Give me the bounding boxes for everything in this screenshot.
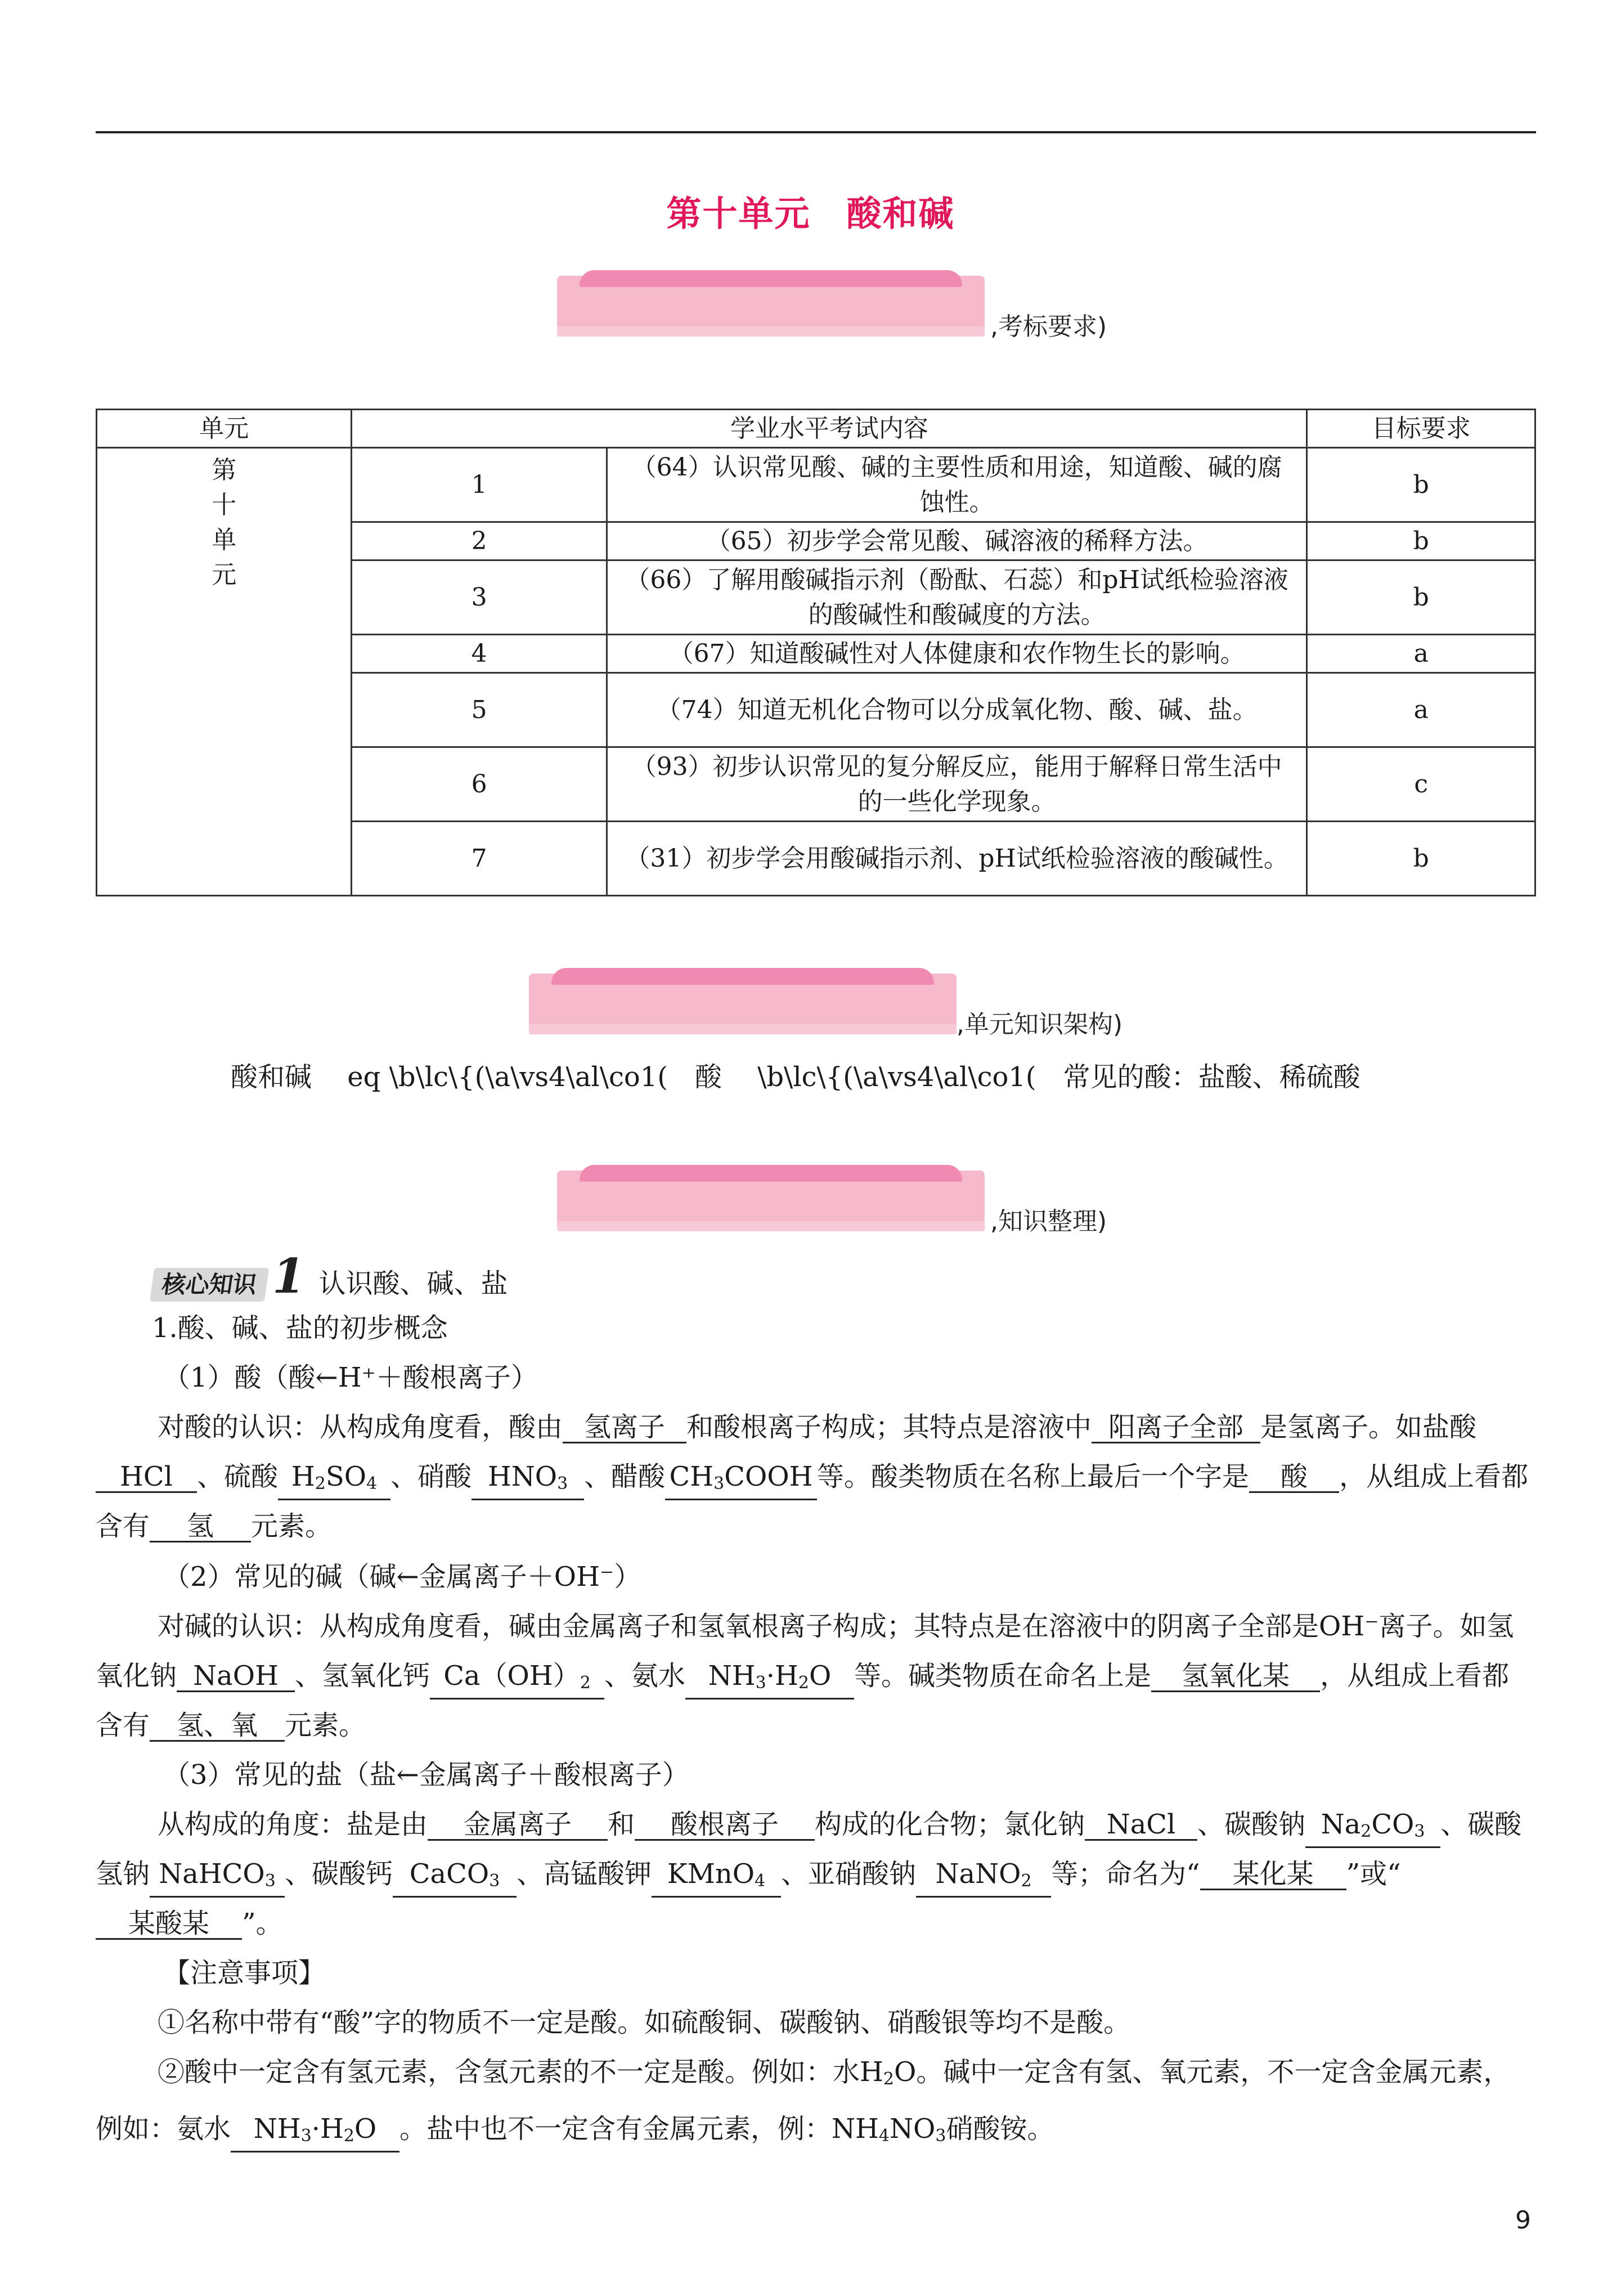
row-number: 3: [352, 560, 607, 635]
header-rule: [96, 131, 1536, 133]
structure-text: 酸和碱 eq \b\lc\{(\a\vs4\al\co1( 酸 \b\lc\{(\a\vs4\al\co1( 常见的酸：盐酸、稀硫酸: [231, 1061, 1360, 1093]
text: 元素。: [285, 1710, 366, 1741]
row-content: （66）了解用酸碱指示剂（酚酞、石蕊）和pH试纸检验溶液的酸碱性和酸碱度的方法。: [607, 560, 1307, 635]
formula-subscript: 3: [264, 1871, 276, 1891]
formula-part: ·H: [766, 1660, 798, 1692]
formula-subscript: 4: [878, 2126, 890, 2146]
salt-paragraph: [96, 1800, 1536, 1948]
answer-blank: [393, 1859, 517, 1898]
row-content: （65）初步学会常见酸、碱溶液的稀释方法。: [607, 522, 1307, 560]
table-header-row: [97, 410, 1535, 448]
text: 和酸根离子构成；其特点是溶液中: [686, 1411, 1092, 1443]
formula-part: SO: [325, 1461, 367, 1492]
banner-label: ,单元知识架构): [957, 1010, 1123, 1039]
page-number: 9: [1515, 2206, 1531, 2235]
base-heading: [163, 1552, 1514, 1602]
row-content: （64）认识常见酸、碱的主要性质和用途，知道酸、碱的腐蚀性。: [607, 448, 1307, 522]
formula-subscript: 2: [343, 2126, 354, 2146]
header-unit: 单元: [97, 410, 352, 448]
base-paragraph: [96, 1602, 1536, 1750]
core-heading-text: 认识酸、碱、盐: [318, 1268, 508, 1299]
formula-part: CaCO: [409, 1858, 490, 1890]
formula-part: NaNO: [935, 1858, 1021, 1890]
banner-ribbon: [557, 276, 985, 337]
row-number: 4: [352, 635, 607, 673]
text: 等。酸类物质在名称上最后一个字是: [817, 1461, 1250, 1492]
salt-heading-text: （3）常见的盐（盐←金属离子＋酸根离子）: [163, 1759, 689, 1791]
formula-subscript: 2: [1021, 1871, 1032, 1891]
row-level: b: [1307, 522, 1535, 560]
formula-part: O: [354, 2113, 377, 2145]
note-2: [96, 2047, 1536, 2161]
core-number: 1: [272, 1248, 306, 1304]
text: 从构成的角度：盐是由: [158, 1809, 428, 1840]
header-content: 学业水平考试内容: [352, 410, 1307, 448]
row-number: 2: [352, 522, 607, 560]
banner-ribbon: [529, 974, 957, 1034]
text: 、碳酸氢钠: [96, 1809, 1522, 1890]
note-text: ①名称中带有“酸”字的物质不一定是酸。如硫酸铜、碳酸钠、硝酸银等均不是酸。: [158, 2007, 1131, 2038]
formula-subscript: 3: [935, 2126, 946, 2146]
answer-blank: 氢、氧: [150, 1711, 285, 1742]
formula-subscript: 3: [300, 2126, 312, 2146]
acid-paragraph: [96, 1402, 1536, 1551]
answer-blank: [652, 1859, 781, 1898]
answer-blank: 氢: [150, 1512, 251, 1542]
row-level: a: [1307, 673, 1535, 747]
formula-part: COOH: [724, 1461, 813, 1492]
text: 、硫酸: [197, 1461, 279, 1492]
formula-subscript: 3: [489, 1871, 500, 1891]
text: 构成的化合物；氯化钠: [815, 1809, 1085, 1840]
row-content: （93）初步认识常见的复分解反应，能用于解释日常生活中的一些化学现象。: [607, 747, 1307, 822]
row-content: （74）知道无机化合物可以分成氧化物、酸、碱、盐。: [607, 673, 1307, 747]
formula-part: CH: [669, 1461, 714, 1492]
unit-char: 第: [212, 456, 237, 485]
formula-part: ·H: [311, 2113, 344, 2145]
text: ，从组成上看都含有: [96, 1461, 1529, 1542]
row-number: 7: [352, 822, 607, 896]
banner-label: ,知识整理): [990, 1207, 1107, 1236]
formula-part: H: [291, 1461, 315, 1492]
text: O。碱中一定含有氢、氧元素，不一定含金属元素，例如：氨水: [96, 2056, 1511, 2145]
row-content: （31）初步学会用酸碱指示剂、pH试纸检验溶液的酸碱性。: [607, 822, 1307, 896]
answer-blank: 阳离子全部: [1092, 1412, 1260, 1443]
answer-blank: [472, 1462, 584, 1500]
text: 、氨水: [604, 1660, 686, 1692]
formula-part: Ca（OH）: [443, 1660, 580, 1692]
text: 等；命名为“: [1051, 1858, 1200, 1890]
text: 。盐中也不一定含有金属元素，例：NH: [399, 2113, 879, 2145]
formula-subscript: 4: [366, 1474, 378, 1494]
formula-part: O: [809, 1660, 832, 1692]
formula-subscript: 3: [557, 1474, 568, 1494]
notes-heading: [163, 1948, 1514, 1998]
text: ，从组成上看都含有: [96, 1660, 1510, 1741]
salt-heading: [163, 1750, 1514, 1800]
text: 、高锰酸钾: [517, 1858, 652, 1890]
base-heading-text: （2）常见的碱（碱←金属离子＋OH⁻）: [163, 1561, 641, 1593]
core-tag: 核心知识: [150, 1268, 269, 1302]
section-1-title: [152, 1303, 1502, 1353]
formula-subscript: 2: [883, 2069, 894, 2089]
formula-subscript: 3: [1414, 1822, 1425, 1841]
unit-char: 元: [212, 560, 237, 589]
answer-blank: 氢氧化某: [1151, 1661, 1320, 1692]
acid-heading: [163, 1353, 1514, 1402]
core-heading: [152, 1249, 1502, 1311]
answer-blank: 氢离子: [563, 1412, 686, 1443]
text: ”或“: [1346, 1858, 1401, 1890]
acid-heading-text: （1）酸（酸←H⁺＋酸根离子）: [163, 1362, 538, 1393]
answer-blank: 酸根离子: [635, 1810, 815, 1841]
formula-part: HNO: [487, 1461, 558, 1492]
text: 硝酸铵。: [946, 2113, 1054, 2145]
row-level: a: [1307, 635, 1535, 673]
answer-blank: [150, 1859, 285, 1898]
text: 元素。: [251, 1510, 333, 1542]
text: 、醋酸: [584, 1461, 666, 1492]
text: ”。: [242, 1908, 283, 1939]
unit-cell: [97, 448, 352, 896]
formula-part: KMnO: [667, 1858, 755, 1890]
formula-subscript: 3: [755, 1673, 766, 1693]
formula-part: Na: [1321, 1809, 1361, 1840]
structure-line: [231, 1052, 1536, 1102]
answer-blank: 酸: [1249, 1462, 1339, 1493]
row-level: b: [1307, 448, 1535, 522]
formula-subscript: 2: [580, 1673, 591, 1693]
requirements-table: [96, 409, 1536, 896]
row-level: c: [1307, 747, 1535, 822]
answer-blank: [1305, 1810, 1440, 1848]
section-title-text: 1.酸、碱、盐的初步概念: [152, 1312, 448, 1344]
answer-blank: 某化某: [1200, 1859, 1346, 1890]
text: 和: [608, 1809, 635, 1840]
text: 是氢离子。如盐酸: [1260, 1411, 1477, 1443]
unit-char: 单: [212, 526, 237, 554]
formula-part: NH: [708, 1660, 756, 1692]
row-level: b: [1307, 560, 1535, 635]
page-title: 第十单元 酸和碱: [666, 193, 955, 234]
header-level: 目标要求: [1307, 410, 1535, 448]
answer-blank: [916, 1859, 1051, 1898]
formula-part: NaHCO: [159, 1858, 265, 1890]
formula-subscript: 3: [713, 1474, 725, 1494]
banner-ribbon: [557, 1171, 985, 1231]
row-number: 5: [352, 673, 607, 747]
text: 对酸的认识：从构成角度看，酸由: [158, 1411, 563, 1443]
notes-heading-text: 【注意事项】: [163, 1957, 326, 1989]
unit-char: 十: [212, 491, 237, 519]
row-number: 1: [352, 448, 607, 522]
text: 、氢氧化钙: [295, 1660, 430, 1692]
text: NO: [889, 2113, 936, 2145]
answer-blank: NaOH: [177, 1661, 295, 1692]
formula-part: NH: [253, 2113, 301, 2145]
text: 、硝酸: [390, 1461, 472, 1492]
note-1: [158, 1998, 1536, 2047]
formula-subscript: 2: [1360, 1822, 1372, 1841]
formula-subscript: 4: [755, 1871, 766, 1891]
text: 、碳酸钠: [1197, 1809, 1306, 1840]
answer-blank: NaCl: [1085, 1810, 1197, 1841]
text: 对碱的认识：从构成角度看，碱由金属离子和氢氧根离子构成；其特点是在溶液中的阴离子全部是OH⁻离子。如氢氧化钠: [96, 1611, 1514, 1692]
answer-blank: [665, 1462, 817, 1500]
answer-blank: [685, 1661, 854, 1699]
answer-blank: [430, 1661, 604, 1699]
answer-blank: [278, 1462, 390, 1500]
row-number: 6: [352, 747, 607, 822]
row-level: b: [1307, 822, 1535, 896]
answer-blank: [231, 2114, 399, 2152]
answer-blank: 某酸某: [96, 1909, 242, 1940]
text: 、亚硝酸钠: [781, 1858, 917, 1890]
row-content: （67）知道酸碱性对人体健康和农作物生长的影响。: [607, 635, 1307, 673]
formula-part: CO: [1371, 1809, 1415, 1840]
text: 、碳酸钙: [285, 1858, 393, 1890]
text: ②酸中一定含有氢元素，含氢元素的不一定是酸。例如：水H: [158, 2056, 883, 2088]
banner-label: ,考标要求): [990, 312, 1107, 341]
answer-blank: HCl: [96, 1462, 197, 1493]
table-row: [97, 448, 1535, 522]
formula-subscript: 2: [798, 1673, 809, 1693]
formula-subscript: 2: [315, 1474, 326, 1494]
text: 等。碱类物质在命名上是: [854, 1660, 1152, 1692]
answer-blank: 金属离子: [428, 1810, 608, 1841]
